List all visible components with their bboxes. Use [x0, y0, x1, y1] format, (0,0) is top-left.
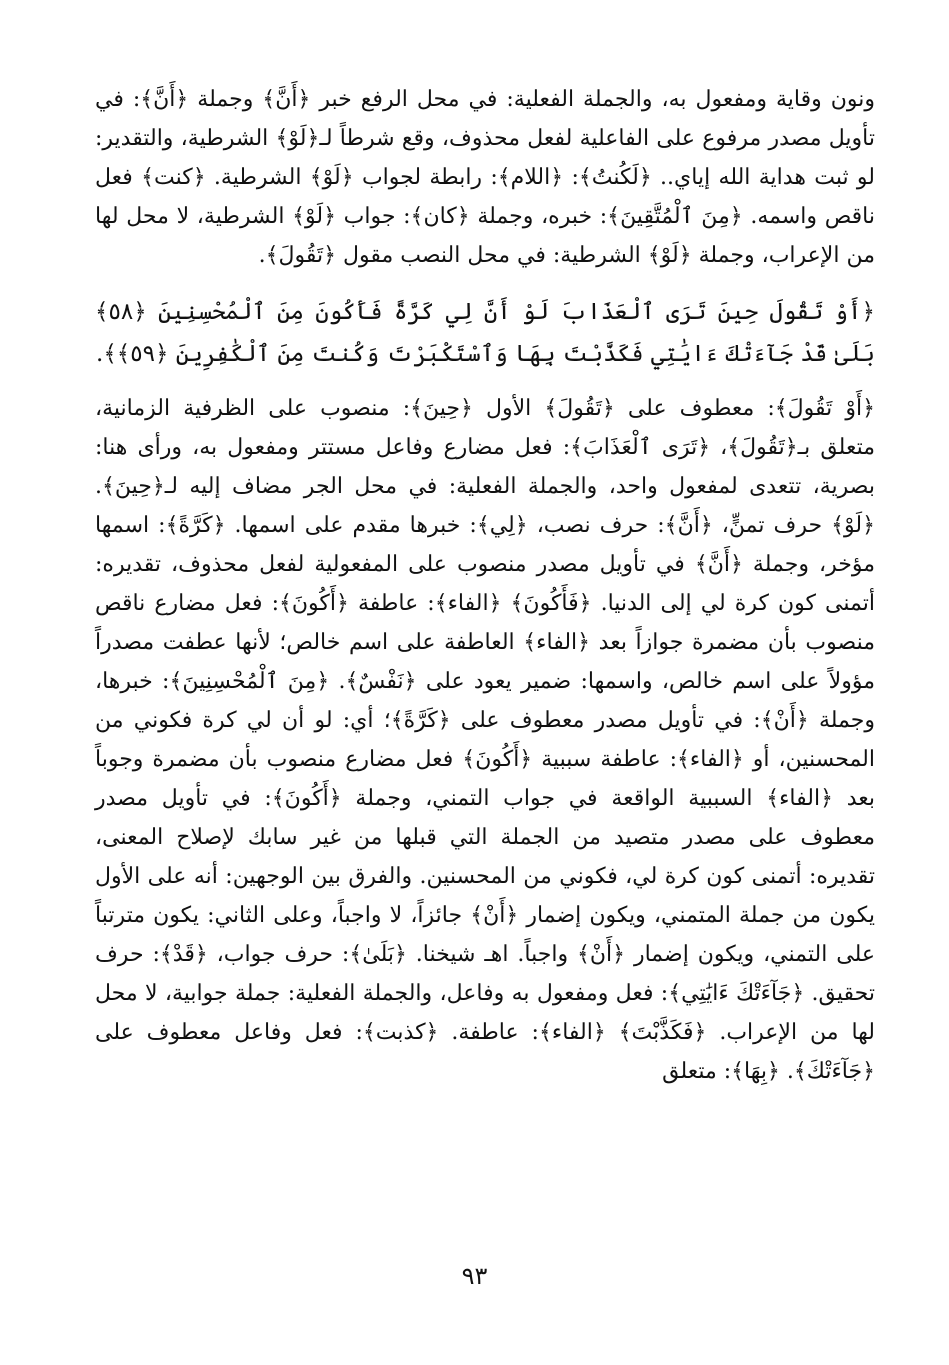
page-number: ٩٣	[461, 1262, 488, 1290]
page-body	[95, 80, 875, 1091]
paragraph-intro: ونون وقاية ومفعول به، والجملة الفعلية: في محل الرفع خبر ﴿أَنَّ﴾ وجملة ﴿أَنَّ﴾: في تأويل مصدر مرفوع على الفاعلية لفعل محذوف، وقع شرطاً لـ﴿لَوْ﴾ الشرطية، والتقدير: لو ثبت هداية الله إياي.. ﴿لَكُنتُ﴾: ﴿اللام﴾: رابطة لجواب ﴿لَوْ﴾ الشرطية. ﴿كنت﴾ فعل ناقص واسمه. ﴿مِنَ ٱلْمُتَّقِينَ﴾: خبره، وجملة ﴿كان﴾: جواب ﴿لَوْ﴾ الشرطية، لا محل لها من الإعراب، وجملة ﴿لَوْ﴾ الشرطية: في محل النصب مقول ﴿تَقُولَ﴾.	[95, 87, 875, 268]
paragraph-analysis: ﴿أَوْ تَقُولَ﴾: معطوف على ﴿تَقُولَ﴾ الأول ﴿حِينَ﴾: منصوب على الظرفية الزمانية، متعلق بـ﴿تَقُولَ﴾، ﴿تَرَى ٱلْعَذَابَ﴾: فعل مضارع وفاعل مستتر ومفعول به، ورأى هنا: بصرية، تتعدى لمفعول واحد، والجملة الفعلية: في محل الجر مضاف إليه لـ﴿حِينَ﴾. ﴿لَوْ﴾ حرف تمنٍّ، ﴿أَنَّ﴾: حرف نصب، ﴿لِي﴾: خبرها مقدم على اسمها. ﴿كَرَّةً﴾: اسمها مؤخر، وجملة ﴿أَنَّ﴾ في تأويل مصدر منصوب على المفعولية لفعل محذوف، تقديره: أتمنى كون كرة لي إلى الدنيا. ﴿فَأَكُونَ﴾ ﴿الفاء﴾: عاطفة ﴿أَكُونَ﴾: فعل مضارع ناقص منصوب بأن مضمرة جوازاً بعد ﴿الفاء﴾ العاطفة على اسم خالص؛ لأنها عطفت مصدراً مؤولاً على اسم خالص، واسمها: ضمير يعود على ﴿نَفْسٌ﴾. ﴿مِنَ ٱلْمُحْسِنِينَ﴾: خبرها، وجملة ﴿أَنْ﴾: في تأويل مصدر معطوف على ﴿كَرَّةً﴾؛ أي: لو أن لي كرة فكوني من المحسنين، أو ﴿الفاء﴾: عاطفة سببية ﴿أَكُونَ﴾ فعل مضارع منصوب بأن مضمرة وجوباً بعد ﴿الفاء﴾ السببية الواقعة في جواب التمني، وجملة ﴿أَكُونَ﴾: في تأويل مصدر معطوف على مصدر متصيد من الجملة التي قبلها من غير سابك لإصلاح المعنى، تقديره: أتمنى كون كرة لي، فكوني من المحسنين. والفرق بين الوجهين: أنه على الأول يكون من جملة المتمني، ويكون إضمار ﴿أَنْ﴾ جائزاً، لا واجباً، وعلى الثاني: يكون مترتباً على التمني، ويكون إضمار ﴿أَنْ﴾ واجباً. اهـ شيخنا. ﴿بَلَىٰ﴾: حرف جواب، ﴿قَدْ﴾: حرف تحقيق. ﴿جَآءَتْكَ ءَايَٰتِي﴾: فعل ومفعول به وفاعل، والجملة الفعلية: جملة جوابية، لا محل لها من الإعراب. ﴿فَكَذَّبْتَ﴾ ﴿الفاء﴾: عاطفة. ﴿كذبت﴾: فعل وفاعل معطوف على ﴿جَآءَتْكَ﴾. ﴿بِهَا﴾: متعلق	[95, 396, 875, 1084]
quran-verse: ﴿أَوْ تَقُولَ حِينَ تَرَى ٱلْعَذَابَ لَوْ أَنَّ لِي كَرَّةً فَأَكُونَ مِنَ ٱلْمُحْسِنِينَ ﴿٥٨﴾ بَلَىٰ قَدْ جَآءَتْكَ ءَايَٰتِي فَكَذَّبْتَ بِهَا وَٱسْتَكْبَرْتَ وَكُنتَ مِنَ ٱلْكَٰفِرِينَ ﴿٥٩﴾﴾.	[95, 299, 875, 367]
